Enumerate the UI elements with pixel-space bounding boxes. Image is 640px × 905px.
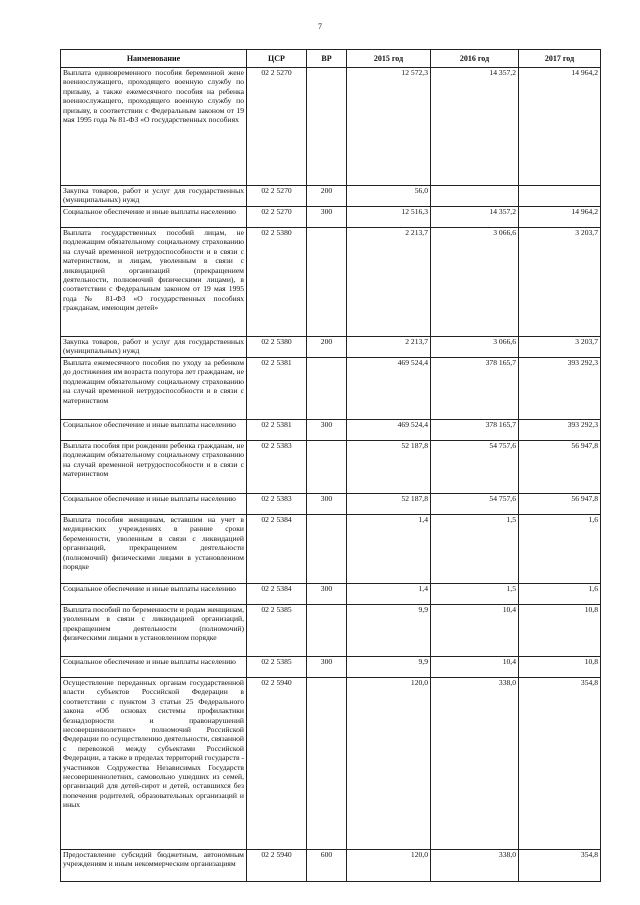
row-vr bbox=[307, 605, 347, 657]
row-name: Социальное обеспечение и иные выплаты населению bbox=[61, 657, 247, 678]
row-vr: 200 bbox=[307, 186, 347, 207]
row-2016: 3 066,6 bbox=[431, 228, 519, 337]
row-2017: 354,8 bbox=[519, 850, 601, 882]
row-2015: 56,0 bbox=[347, 186, 431, 207]
row-2016: 10,4 bbox=[431, 605, 519, 657]
page-number: 7 bbox=[318, 22, 322, 31]
row-2015: 2 213,7 bbox=[347, 228, 431, 337]
row-name: Выплата единовременного пособия беременной жене военнослужащего, проходящего военную службу по призыву, а также ежемесячного пособия на ребенка военнослужащего, проходящего военную службу по призыву, в соответствии с Федеральным законом от 19 мая 1995 года № 81-ФЗ «О государственных пособиях bbox=[61, 68, 247, 186]
row-2016: 1,5 bbox=[431, 584, 519, 605]
row-2015: 2 213,7 bbox=[347, 337, 431, 358]
row-vr bbox=[307, 678, 347, 850]
row-2017: 10,8 bbox=[519, 657, 601, 678]
row-2015: 469 524,4 bbox=[347, 420, 431, 441]
row-2015: 469 524,4 bbox=[347, 358, 431, 420]
row-vr bbox=[307, 68, 347, 186]
row-2015: 52 187,8 bbox=[347, 494, 431, 515]
row-csr: 02 2 5381 bbox=[247, 420, 307, 441]
row-name: Выплата государственных пособий лицам, не подлежащим обязательному социальному страхованию на случай временной нетрудоспособности и в связи с материнством, и лицам, уволенным в связи с ликвидацией организаций (прекращением деятельности, полномочий физическими лицами), в соответствии с Федеральным законом от 19 мая 1995 года № 81-ФЗ «О государственных пособиях гражданам, имеющим детей» bbox=[61, 228, 247, 337]
row-name: Выплата пособия женщинам, вставшим на учет в медицинских учреждениях в ранние сроки беременности, уволенным в связи с ликвидацией организаций, прекращением деятельности (полномочий) физическими лицами в установленном порядке bbox=[61, 515, 247, 584]
table-row bbox=[61, 358, 601, 420]
row-2015: 12 572,3 bbox=[347, 68, 431, 186]
table-row bbox=[61, 441, 601, 494]
table-row bbox=[61, 657, 601, 678]
row-csr: 02 2 5385 bbox=[247, 605, 307, 657]
row-2016: 378 165,7 bbox=[431, 358, 519, 420]
row-name: Выплата пособия при рождении ребенка гражданам, не подлежащим обязательному социальному страхованию на случай временной нетрудоспособности и в связи с материнством bbox=[61, 441, 247, 494]
table-row bbox=[61, 228, 601, 337]
row-csr: 02 2 5384 bbox=[247, 584, 307, 605]
header-vr: ВР bbox=[307, 50, 347, 68]
row-2017: 10,8 bbox=[519, 605, 601, 657]
row-2016: 338,0 bbox=[431, 850, 519, 882]
row-csr: 02 2 5384 bbox=[247, 515, 307, 584]
row-name: Осуществление переданных органам государственной власти субъектов Российской Федерации в соответствии с пунктом 3 статьи 25 Федерального закона «Об основах системы профилактики безнадзорности и правонарушений несовершеннолетних» полномочий Российской Федерации по осуществлению деятельности, связанной с перевозкой между субъектами Российской Федерации, а также в пределах территорий государств - участников Содружества Независимых Государств несовершеннолетних, самовольно ушедших из семей, организаций для детей-сирот и детей, оставшихся без попечения родителей, образовательных организаций и иных bbox=[61, 678, 247, 850]
row-name: Закупка товаров, работ и услуг для государственных (муниципальных) нужд bbox=[61, 186, 247, 207]
row-2017: 14 964,2 bbox=[519, 68, 601, 186]
table-row bbox=[61, 494, 601, 515]
row-2016: 378 165,7 bbox=[431, 420, 519, 441]
row-csr: 02 2 5380 bbox=[247, 228, 307, 337]
row-vr: 300 bbox=[307, 657, 347, 678]
table-row bbox=[61, 678, 601, 850]
row-vr bbox=[307, 441, 347, 494]
table-row bbox=[61, 584, 601, 605]
header-csr: ЦСР bbox=[247, 50, 307, 68]
row-name: Социальное обеспечение и иные выплаты населению bbox=[61, 494, 247, 515]
row-vr bbox=[307, 228, 347, 337]
row-vr: 300 bbox=[307, 494, 347, 515]
row-vr: 200 bbox=[307, 337, 347, 358]
budget-table bbox=[60, 49, 601, 882]
row-csr: 02 2 5385 bbox=[247, 657, 307, 678]
row-csr: 02 2 5270 bbox=[247, 68, 307, 186]
row-2015: 9,9 bbox=[347, 605, 431, 657]
row-2016 bbox=[431, 186, 519, 207]
row-vr bbox=[307, 515, 347, 584]
row-csr: 02 2 5383 bbox=[247, 441, 307, 494]
row-2017: 3 203,7 bbox=[519, 337, 601, 358]
row-2017: 56 947,8 bbox=[519, 441, 601, 494]
row-2016: 1,5 bbox=[431, 515, 519, 584]
row-2017: 393 292,3 bbox=[519, 358, 601, 420]
row-2017: 354,8 bbox=[519, 678, 601, 850]
table-row bbox=[61, 420, 601, 441]
row-2015: 1,4 bbox=[347, 584, 431, 605]
table-row bbox=[61, 605, 601, 657]
table-row bbox=[61, 850, 601, 882]
row-2015: 120,0 bbox=[347, 850, 431, 882]
row-vr bbox=[307, 358, 347, 420]
row-name: Социальное обеспечение и иные выплаты населению bbox=[61, 207, 247, 228]
row-name: Социальное обеспечение и иные выплаты населению bbox=[61, 584, 247, 605]
table-row bbox=[61, 186, 601, 207]
row-name: Выплата ежемесячного пособия по уходу за ребенком до достижения им возраста полутора лет гражданам, не подлежащим обязательному социальному страхованию на случай временной нетрудоспособности и в связи с материнством bbox=[61, 358, 247, 420]
row-2016: 10,4 bbox=[431, 657, 519, 678]
row-2016: 54 757,6 bbox=[431, 441, 519, 494]
row-2017: 14 964,2 bbox=[519, 207, 601, 228]
table-row bbox=[61, 515, 601, 584]
header-2016: 2016 год bbox=[431, 50, 519, 68]
row-name: Социальное обеспечение и иные выплаты населению bbox=[61, 420, 247, 441]
table-row bbox=[61, 207, 601, 228]
row-2016: 338,0 bbox=[431, 678, 519, 850]
row-2015: 52 187,8 bbox=[347, 441, 431, 494]
row-2017: 1,6 bbox=[519, 584, 601, 605]
row-2016: 14 357,2 bbox=[431, 68, 519, 186]
row-vr: 300 bbox=[307, 420, 347, 441]
row-2015: 12 516,3 bbox=[347, 207, 431, 228]
row-vr: 600 bbox=[307, 850, 347, 882]
row-2016: 54 757,6 bbox=[431, 494, 519, 515]
row-name: Закупка товаров, работ и услуг для государственных (муниципальных) нужд bbox=[61, 337, 247, 358]
row-2017: 56 947,8 bbox=[519, 494, 601, 515]
row-2017: 1,6 bbox=[519, 515, 601, 584]
row-vr: 300 bbox=[307, 207, 347, 228]
header-2017: 2017 год bbox=[519, 50, 601, 68]
row-2015: 120,0 bbox=[347, 678, 431, 850]
row-csr: 02 2 5383 bbox=[247, 494, 307, 515]
table-row bbox=[61, 68, 601, 186]
row-2017: 3 203,7 bbox=[519, 228, 601, 337]
table-row bbox=[61, 337, 601, 358]
row-2015: 9,9 bbox=[347, 657, 431, 678]
header-2015: 2015 год bbox=[347, 50, 431, 68]
row-csr: 02 2 5381 bbox=[247, 358, 307, 420]
row-csr: 02 2 5380 bbox=[247, 337, 307, 358]
row-2016: 3 066,6 bbox=[431, 337, 519, 358]
row-csr: 02 2 5940 bbox=[247, 678, 307, 850]
row-2017: 393 292,3 bbox=[519, 420, 601, 441]
row-csr: 02 2 5940 bbox=[247, 850, 307, 882]
row-name: Выплата пособий по беременности и родам женщинам, уволенным в связи с ликвидацией организаций, прекращением деятельности (полномочий) физическими лицами в установленном порядке bbox=[61, 605, 247, 657]
row-2017 bbox=[519, 186, 601, 207]
row-csr: 02 2 5270 bbox=[247, 207, 307, 228]
row-2016: 14 357,2 bbox=[431, 207, 519, 228]
row-name: Предоставление субсидий бюджетным, автономным учреждениям и иным некоммерческим организациям bbox=[61, 850, 247, 882]
header-name: Наименование bbox=[61, 50, 247, 68]
table-header-row bbox=[61, 50, 601, 68]
row-2015: 1,4 bbox=[347, 515, 431, 584]
row-vr: 300 bbox=[307, 584, 347, 605]
row-csr: 02 2 5270 bbox=[247, 186, 307, 207]
